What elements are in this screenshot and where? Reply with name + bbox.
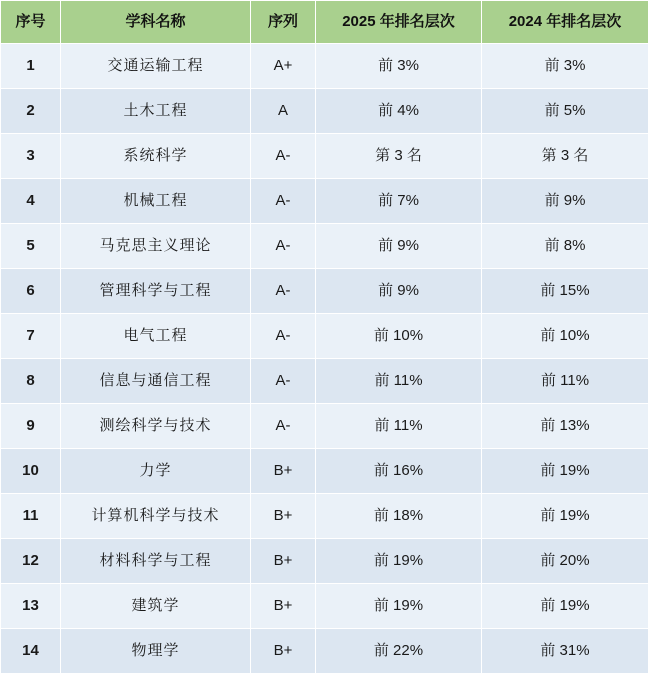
cell-index: 8: [1, 359, 61, 404]
cell-rank-2024: 前 19%: [482, 449, 648, 494]
cell-series: A-: [251, 359, 316, 404]
cell-index: 7: [1, 314, 61, 359]
cell-rank-2025: 前 7%: [316, 179, 482, 224]
cell-rank-2025: 前 10%: [316, 314, 482, 359]
cell-series: B+: [251, 539, 316, 584]
cell-discipline-name: 计算机科学与技术: [61, 494, 251, 539]
cell-rank-2025: 前 16%: [316, 449, 482, 494]
cell-rank-2025: 前 11%: [316, 359, 482, 404]
cell-rank-2024: 前 8%: [482, 224, 648, 269]
cell-series: B+: [251, 494, 316, 539]
cell-series: A-: [251, 269, 316, 314]
cell-rank-2025: 前 9%: [316, 269, 482, 314]
cell-rank-2024: 前 5%: [482, 89, 648, 134]
cell-discipline-name: 测绘科学与技术: [61, 404, 251, 449]
table-row: [1, 359, 648, 404]
cell-rank-2025: 前 11%: [316, 404, 482, 449]
table-header-row: [1, 1, 648, 44]
cell-series: B+: [251, 629, 316, 674]
cell-discipline-name: 土木工程: [61, 89, 251, 134]
column-header-rank2025: 2025 年排名层次: [316, 1, 482, 44]
column-header-rank2024: 2024 年排名层次: [482, 1, 648, 44]
cell-rank-2024: 前 31%: [482, 629, 648, 674]
cell-rank-2025: 前 18%: [316, 494, 482, 539]
cell-series: A-: [251, 314, 316, 359]
cell-rank-2024: 第 3 名: [482, 134, 648, 179]
table-row: [1, 44, 648, 89]
column-header-series: 序列: [251, 1, 316, 44]
cell-rank-2025: 前 19%: [316, 539, 482, 584]
cell-index: 9: [1, 404, 61, 449]
cell-rank-2024: 前 11%: [482, 359, 648, 404]
cell-index: 4: [1, 179, 61, 224]
cell-rank-2025: 前 9%: [316, 224, 482, 269]
cell-series: A-: [251, 404, 316, 449]
cell-rank-2024: 前 19%: [482, 494, 648, 539]
cell-rank-2024: 前 10%: [482, 314, 648, 359]
cell-rank-2025: 第 3 名: [316, 134, 482, 179]
cell-index: 1: [1, 44, 61, 89]
cell-discipline-name: 系统科学: [61, 134, 251, 179]
column-header-name: 学科名称: [61, 1, 251, 44]
cell-discipline-name: 材料科学与工程: [61, 539, 251, 584]
table-row: [1, 89, 648, 134]
cell-rank-2024: 前 13%: [482, 404, 648, 449]
table-row: [1, 449, 648, 494]
cell-series: A-: [251, 134, 316, 179]
table-row: [1, 224, 648, 269]
cell-index: 11: [1, 494, 61, 539]
cell-index: 3: [1, 134, 61, 179]
table-body: [1, 44, 648, 674]
cell-index: 5: [1, 224, 61, 269]
cell-discipline-name: 管理科学与工程: [61, 269, 251, 314]
cell-index: 13: [1, 584, 61, 629]
table-row: [1, 314, 648, 359]
cell-rank-2024: 前 3%: [482, 44, 648, 89]
cell-series: B+: [251, 584, 316, 629]
table-row: [1, 494, 648, 539]
table-row: [1, 134, 648, 179]
cell-rank-2025: 前 4%: [316, 89, 482, 134]
cell-discipline-name: 力学: [61, 449, 251, 494]
cell-rank-2024: 前 20%: [482, 539, 648, 584]
cell-discipline-name: 建筑学: [61, 584, 251, 629]
table-row: [1, 269, 648, 314]
table-row: [1, 404, 648, 449]
cell-index: 6: [1, 269, 61, 314]
cell-index: 2: [1, 89, 61, 134]
cell-rank-2024: 前 9%: [482, 179, 648, 224]
cell-rank-2024: 前 19%: [482, 584, 648, 629]
cell-series: B+: [251, 449, 316, 494]
cell-rank-2025: 前 22%: [316, 629, 482, 674]
cell-index: 14: [1, 629, 61, 674]
cell-index: 10: [1, 449, 61, 494]
table-row: [1, 539, 648, 584]
cell-discipline-name: 机械工程: [61, 179, 251, 224]
cell-discipline-name: 交通运输工程: [61, 44, 251, 89]
cell-index: 12: [1, 539, 61, 584]
table-row: [1, 584, 648, 629]
cell-discipline-name: 物理学: [61, 629, 251, 674]
cell-rank-2024: 前 15%: [482, 269, 648, 314]
cell-discipline-name: 马克思主义理论: [61, 224, 251, 269]
cell-discipline-name: 信息与通信工程: [61, 359, 251, 404]
cell-series: A-: [251, 179, 316, 224]
cell-rank-2025: 前 3%: [316, 44, 482, 89]
cell-series: A: [251, 89, 316, 134]
cell-series: A-: [251, 224, 316, 269]
cell-series: A+: [251, 44, 316, 89]
table-row: [1, 179, 648, 224]
column-header-index: 序号: [1, 1, 61, 44]
cell-rank-2025: 前 19%: [316, 584, 482, 629]
cell-discipline-name: 电气工程: [61, 314, 251, 359]
